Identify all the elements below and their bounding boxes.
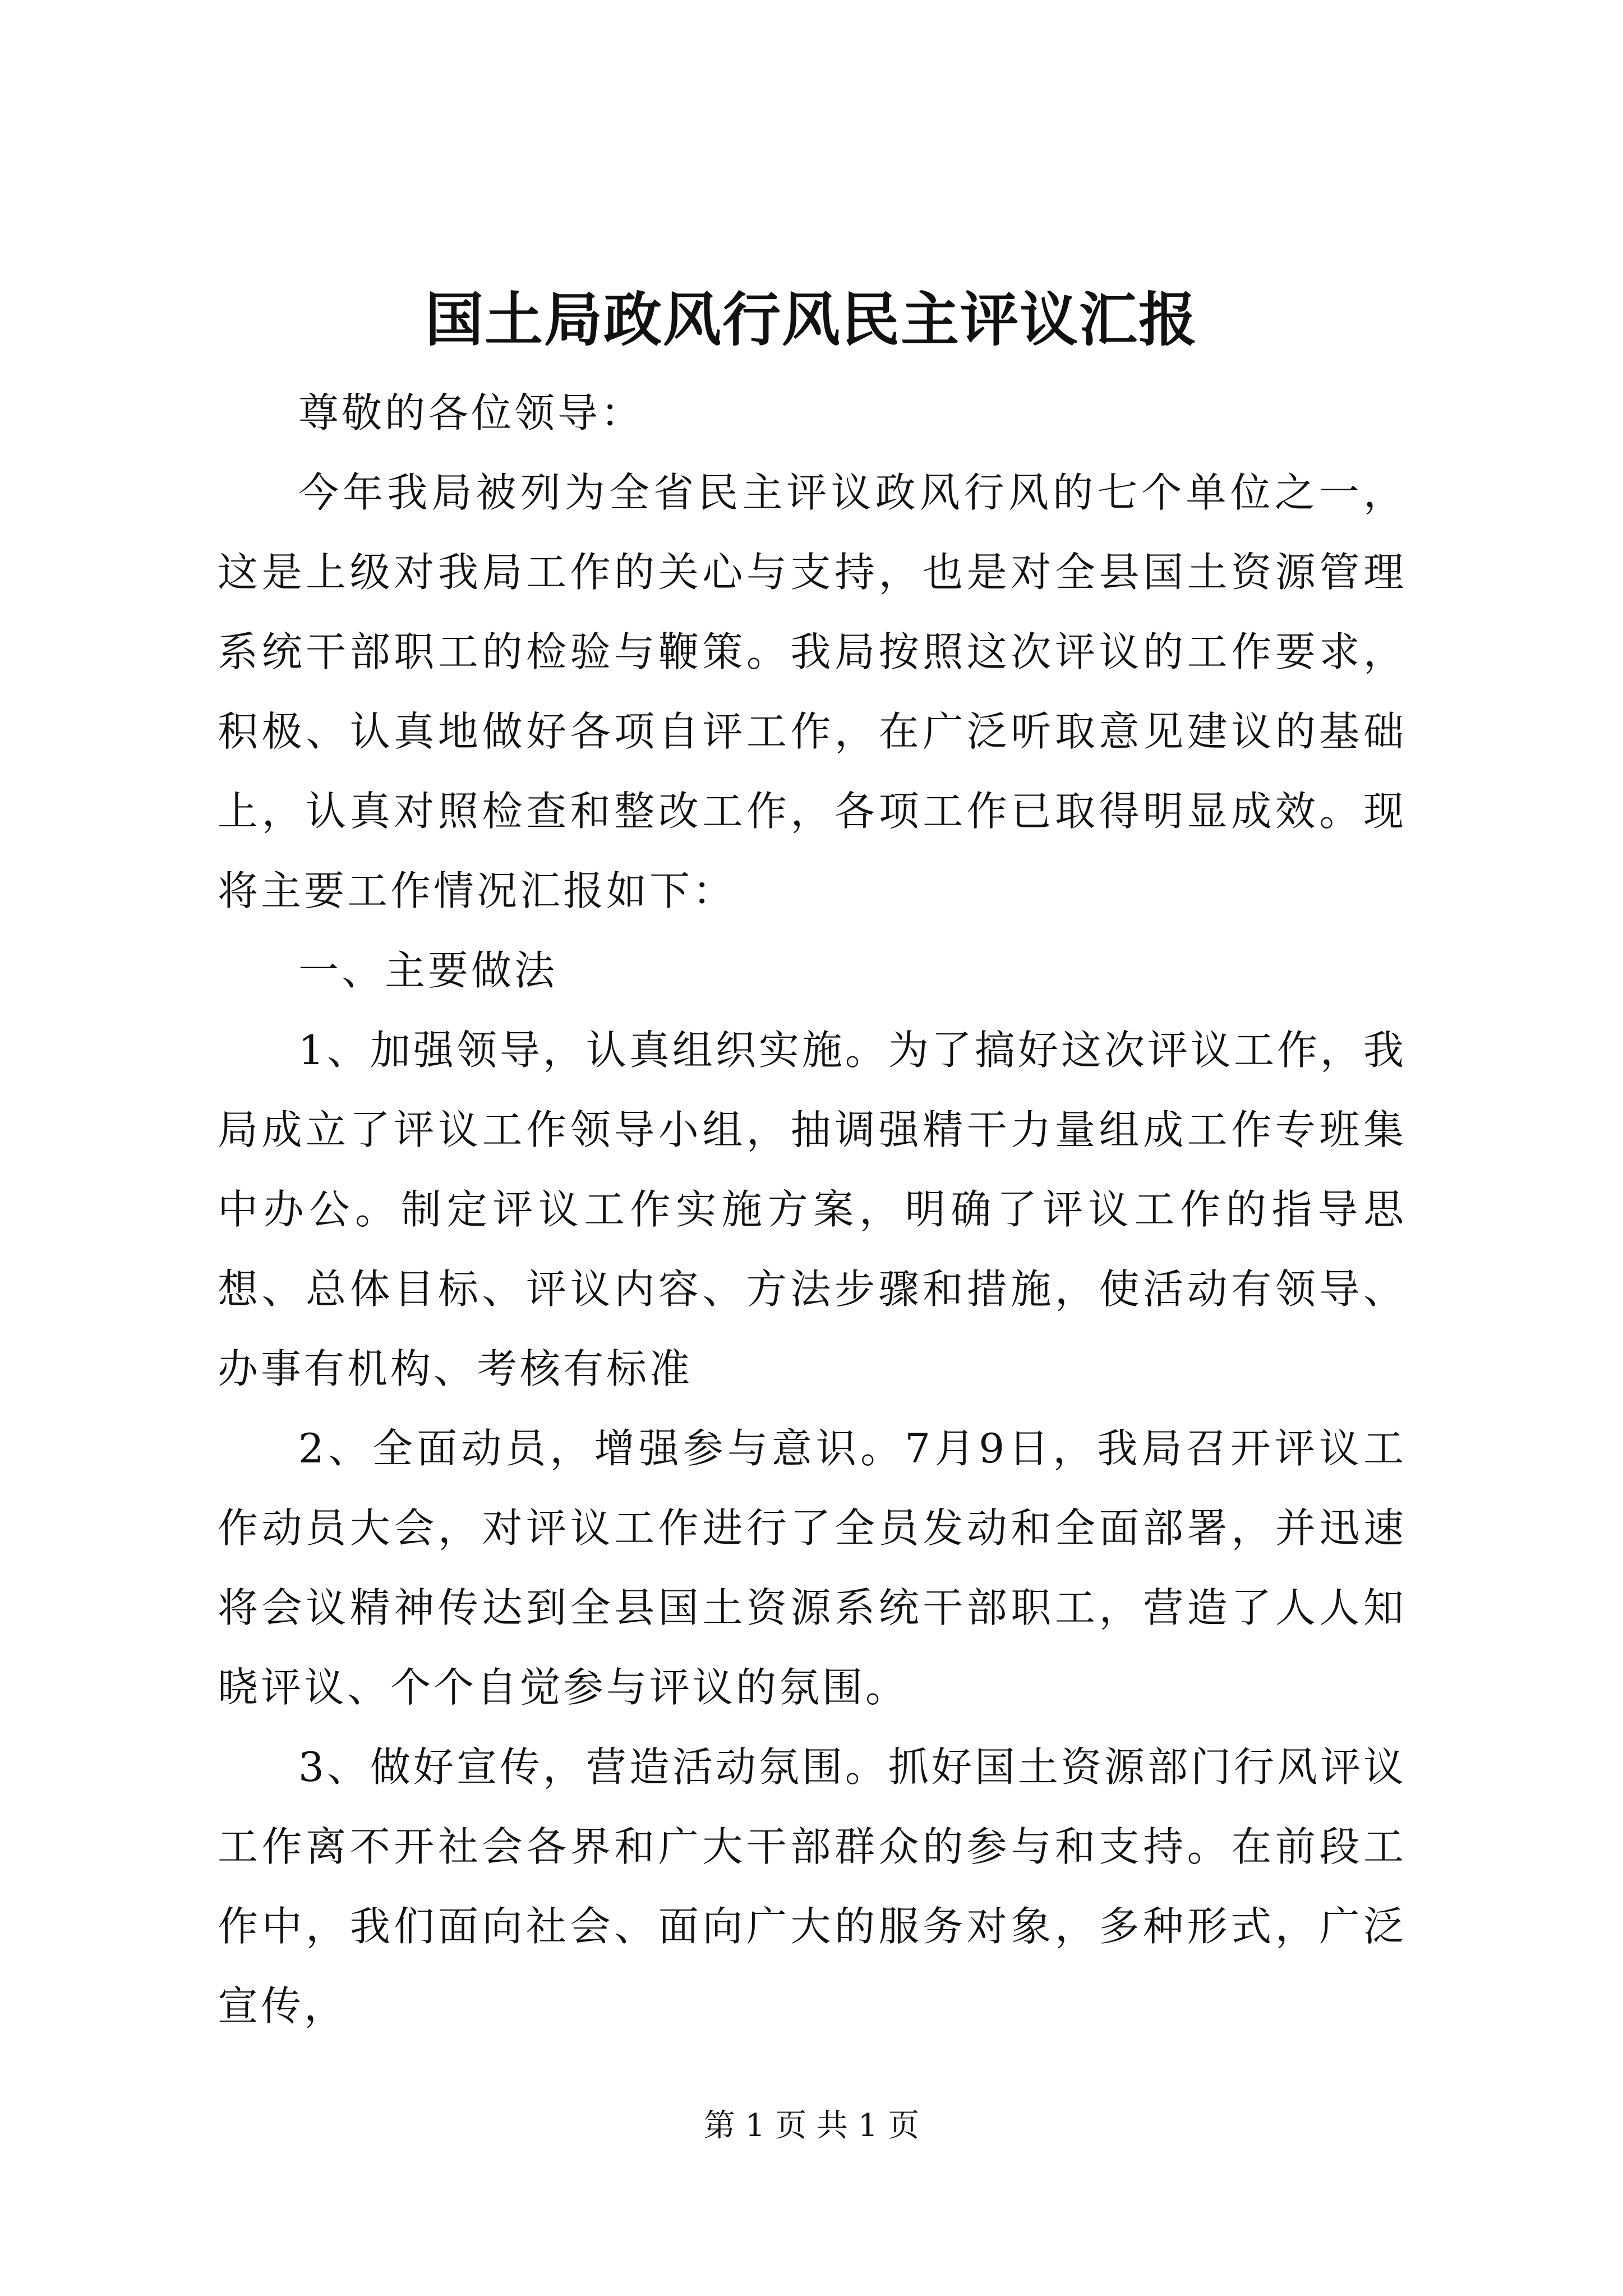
salutation: 尊敬的各位领导：	[298, 389, 644, 436]
intro-paragraph: 今年我局被列为全省民主评议政风行风的七个单位之一，这是上级对我局工作的关心与支持，也是对全县国土资源管理系统干部职工的检验与鞭策。我局按照这次评议的工作要求，积极、认真地做好各项自评工作，在广泛听取意见建议的基础上，认真对照检查和整改工作，各项工作已取得明显成效。现将主要工作情况汇报如下：	[218, 469, 1407, 914]
paragraph-item-2: 2、全面动员，增强参与意识。7月9日，我局召开评议工作动员大会，对评议工作进行了全员发动和全面部署，并迅速将会议精神传达到全县国土资源系统干部职工，营造了人人知晓评议、个个自觉参与评议的氛围。	[218, 1425, 1407, 1711]
section-heading: 一、主要做法	[298, 947, 558, 994]
document-title: 国土局政风行风民主评议汇报	[425, 285, 1198, 354]
page-footer: 第 1 页 共 1 页	[703, 2108, 920, 2144]
paragraph-item-3: 3、做好宣传，营造活动氛围。抓好国土资源部门行风评议工作离不开社会各界和广大干部群众的参与和支持。在前段工作中，我们面向社会、面向广大的服务对象，多种形式，广泛宣传，	[218, 1743, 1407, 2030]
document-body	[218, 373, 1407, 2046]
paragraph-item-1: 1、加强领导，认真组织实施。为了搞好这次评议工作，我局成立了评议工作领导小组，抽调强精干力量组成工作专班集中办公。制定评议工作实施方案，明确了评议工作的指导思想、总体目标、评议内容、方法步骤和措施，使活动有领导、办事有机构、考核有标准	[218, 1027, 1407, 1392]
